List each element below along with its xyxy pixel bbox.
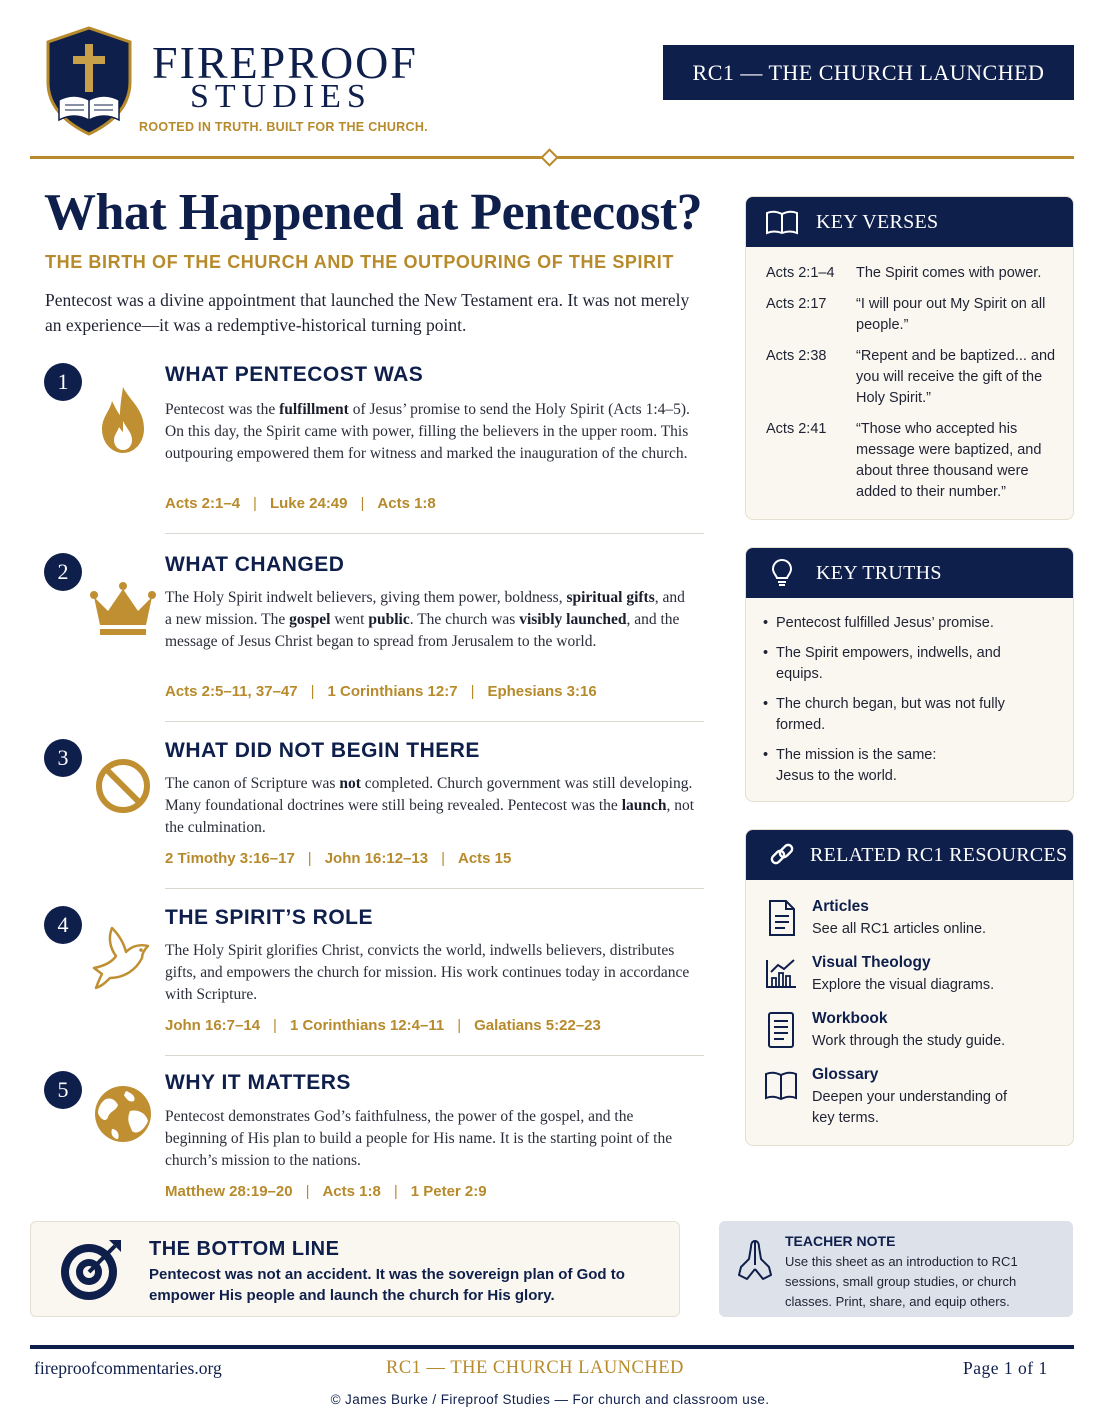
section-body: The Holy Spirit indwelt believers, giving them power, boldness, spiritual gifts, and a new mission. The gospel went public. The church was visibly launched, and the message of Jesus Christ began to spread from Jerusalem to the world. xyxy=(165,589,685,650)
scripture-refs xyxy=(165,850,511,867)
scripture-ref: John 16:7–14 xyxy=(165,1017,261,1034)
scripture-ref: Luke 24:49 xyxy=(269,495,348,512)
ref-separator: | xyxy=(305,1183,310,1200)
shield-logo-icon xyxy=(44,26,134,136)
praying-hands-icon xyxy=(735,1235,775,1281)
resource-title: Visual Theology xyxy=(812,954,931,971)
scripture-ref: 1 Peter 2:9 xyxy=(410,1183,487,1200)
resource-title: Glossary xyxy=(812,1066,879,1083)
verse-ref: Acts 2:1–4 xyxy=(766,265,835,281)
section-title: WHAT DID NOT BEGIN THERE xyxy=(165,739,480,762)
section-body: Pentecost was the fulfillment of Jesus’ promise to send the Holy Spirit (Acts 1:4–5). On this day, the Spirit came with power, filling the believers in the upper room. This outpouring empowered them for witness and marked the inauguration of the church. xyxy=(165,401,690,462)
section-divider xyxy=(165,533,704,534)
ref-separator: | xyxy=(393,1183,398,1200)
section-divider xyxy=(165,721,704,722)
key-truth-item: • The church began, but was not fully formed. xyxy=(776,694,1016,736)
key-truths-panel xyxy=(745,547,1074,802)
document-icon xyxy=(764,898,798,938)
teacher-note-box xyxy=(719,1221,1073,1317)
footer-series: RC1 — THE CHURCH LAUNCHED xyxy=(386,1358,684,1378)
resource-title: Articles xyxy=(812,898,869,915)
ref-separator: | xyxy=(470,683,475,700)
globe-icon xyxy=(86,1077,160,1151)
key-verses-panel xyxy=(745,196,1074,520)
page-title: What Happened at Pentecost? xyxy=(44,184,703,241)
resources-header xyxy=(746,830,1073,880)
open-book-icon xyxy=(762,207,802,237)
footer-divider xyxy=(30,1345,1074,1349)
scripture-ref: Acts 1:8 xyxy=(322,1183,381,1200)
series-badge: RC1 — THE CHURCH LAUNCHED xyxy=(663,45,1074,100)
ref-separator: | xyxy=(253,495,257,512)
scripture-ref: Acts 1:8 xyxy=(377,495,436,512)
verse-ref: Acts 2:17 xyxy=(766,296,827,312)
crown-icon xyxy=(86,573,160,647)
section-number: 3 xyxy=(44,739,82,777)
footer-page-number: Page 1 of 1 xyxy=(963,1358,1048,1378)
ref-separator: | xyxy=(307,850,312,867)
target-icon xyxy=(57,1236,125,1304)
brand-tagline: ROOTED IN TRUTH. BUILT FOR THE CHURCH. xyxy=(139,120,428,134)
section-body: The canon of Scripture was not completed. Church government was still developing. Many foundational doctrines were still being revealed. Pentecost was the launch, not the culmination. xyxy=(165,775,695,836)
resources-heading: RELATED RC1 RESOURCES xyxy=(810,843,1068,866)
resource-glossary[interactable] xyxy=(764,1066,1064,1130)
divider-ornament xyxy=(540,148,558,166)
bottom-line-title: THE BOTTOM LINE xyxy=(149,1238,340,1260)
section-title: WHAT PENTECOST WAS xyxy=(165,363,424,386)
teacher-note-text: Use this sheet as an introduction to RC1 sessions, small group studies, or church classes. Print, share, and equip others. xyxy=(785,1254,1018,1309)
scripture-refs xyxy=(165,495,436,512)
dove-icon xyxy=(86,922,160,996)
key-truth-item: • The Spirit empowers, indwells, and equips. xyxy=(776,643,1016,685)
resource-desc: See all RC1 articles online. xyxy=(812,921,987,937)
verse-ref: Acts 2:38 xyxy=(766,348,827,364)
verse-text: “I will pour out My Spirit on all people.” xyxy=(856,296,1046,333)
teacher-note-title: TEACHER NOTE xyxy=(785,1233,896,1249)
scripture-ref: Acts 2:5–11, 37–47 xyxy=(165,683,298,700)
footer-website-link[interactable]: fireproofcommentaries.org xyxy=(34,1358,222,1378)
section-number: 2 xyxy=(44,553,82,591)
resource-desc: Explore the visual diagrams. xyxy=(812,977,995,993)
intro-paragraph: Pentecost was a divine appointment that launched the New Testament era. It was not merely an experience—it was a redemptive-historical turning point. xyxy=(45,290,690,335)
ref-separator: | xyxy=(457,1017,462,1034)
resource-desc: Work through the study guide. xyxy=(812,1033,1006,1049)
flame-icon xyxy=(86,383,160,457)
page-subtitle: THE BIRTH OF THE CHURCH AND THE OUTPOURING OF THE SPIRIT xyxy=(45,252,674,272)
ref-separator: | xyxy=(441,850,445,867)
resource-articles[interactable] xyxy=(764,898,1064,948)
bottom-line-box xyxy=(30,1221,680,1317)
scripture-refs xyxy=(165,1017,601,1034)
resource-desc: Deepen your understanding of key terms. xyxy=(812,1089,1008,1126)
section-number: 5 xyxy=(44,1071,82,1109)
key-truths-heading: KEY TRUTHS xyxy=(816,561,942,584)
section-body: The Holy Spirit glorifies Christ, convicts the world, indwells believers, distributes gifts, and empowers the church for mission. His work continues today in accordance with Scripture. xyxy=(165,942,690,1003)
section-divider xyxy=(165,888,704,889)
resource-workbook[interactable] xyxy=(764,1010,1064,1060)
verse-text: “Repent and be baptized... and you will receive the gift of the Holy Spirit.” xyxy=(856,348,1056,406)
workbook-icon xyxy=(764,1010,798,1050)
bottom-line-text: Pentecost was not an accident. It was the sovereign plan of God to empower His people and launch the church for His glory. xyxy=(149,1266,625,1304)
verse-text: “Those who accepted his message were baptized, and about three thousand were added to their number.” xyxy=(856,421,1042,500)
footer-copyright: © James Burke / Fireproof Studies — For church and classroom use. xyxy=(330,1392,770,1407)
section-title: THE SPIRIT’S ROLE xyxy=(165,906,374,929)
link-icon xyxy=(762,840,802,870)
section-body: Pentecost demonstrates God’s faithfulness, the power of the gospel, and the beginning of His plan to build a people for His name. It is the starting point of the church’s mission to the nations. xyxy=(165,1108,673,1169)
book-icon xyxy=(764,1066,798,1106)
scripture-ref: 2 Timothy 3:16–17 xyxy=(165,850,295,867)
scripture-refs xyxy=(165,683,597,700)
ref-separator: | xyxy=(273,1017,277,1034)
scripture-ref: Ephesians 3:16 xyxy=(487,683,597,700)
scripture-ref: Galatians 5:22–23 xyxy=(474,1017,601,1034)
brand-subname: STUDIES xyxy=(190,78,372,115)
key-truth-item: • The mission is the same: Jesus to the world. xyxy=(776,745,976,787)
section-title: WHY IT MATTERS xyxy=(165,1071,351,1094)
scripture-ref: 1 Corinthians 12:7 xyxy=(327,683,458,700)
section-number: 1 xyxy=(44,363,82,401)
key-verses-heading: KEY VERSES xyxy=(816,210,939,233)
brand-name: FIREPROOF xyxy=(152,37,418,88)
prohibited-icon xyxy=(86,749,160,823)
resource-visual-theology[interactable] xyxy=(764,954,1064,1004)
chart-icon xyxy=(764,954,798,994)
resource-title: Workbook xyxy=(812,1010,888,1027)
key-truth-item: • Pentecost fulfilled Jesus’ promise. xyxy=(776,613,1056,634)
scripture-refs xyxy=(165,1183,487,1200)
section-title: WHAT CHANGED xyxy=(165,553,345,576)
scripture-ref: John 16:12–13 xyxy=(324,850,429,867)
related-resources-panel xyxy=(745,829,1074,1146)
key-truths-header xyxy=(746,548,1073,598)
scripture-ref: Matthew 28:19–20 xyxy=(165,1183,293,1200)
verse-text: The Spirit comes with power. xyxy=(856,265,1042,281)
ref-separator: | xyxy=(360,495,365,512)
section-divider xyxy=(165,1055,704,1056)
key-verses-header xyxy=(746,197,1073,247)
verse-ref: Acts 2:41 xyxy=(766,421,827,437)
scripture-ref: 1 Corinthians 12:4–11 xyxy=(289,1017,445,1034)
ref-separator: | xyxy=(310,683,315,700)
section-number: 4 xyxy=(44,906,82,944)
scripture-ref: Acts 2:1–4 xyxy=(165,495,241,512)
scripture-ref: Acts 15 xyxy=(458,850,512,867)
lightbulb-icon xyxy=(762,558,802,588)
